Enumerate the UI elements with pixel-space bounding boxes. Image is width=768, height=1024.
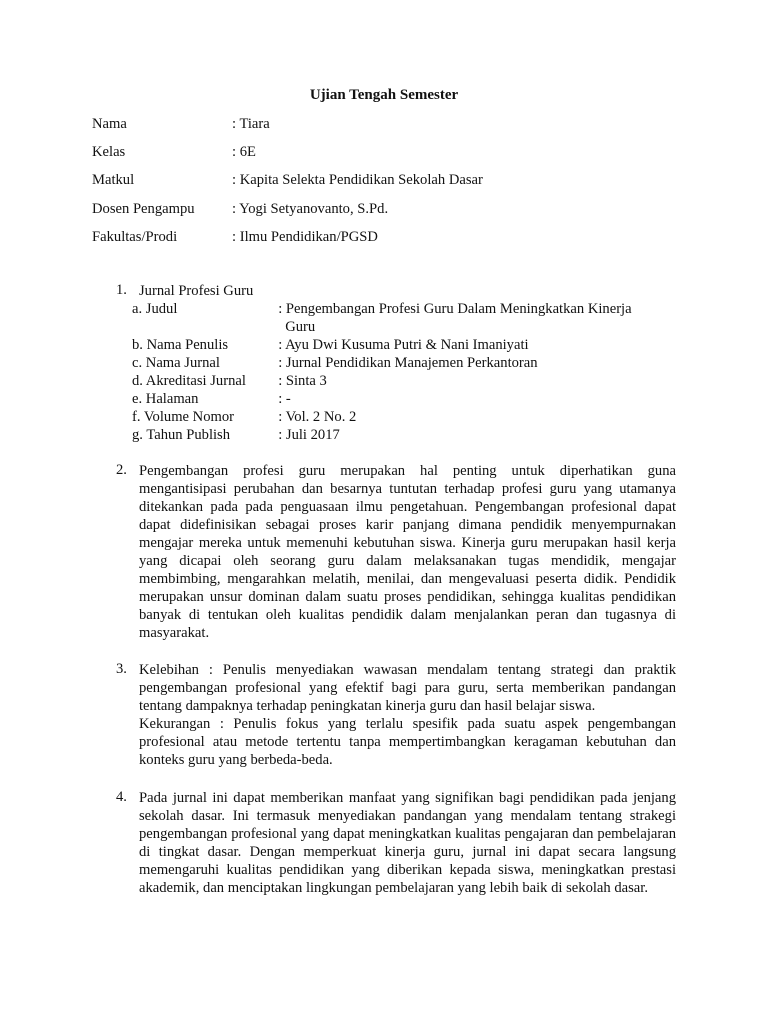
section-body: [132, 282, 676, 444]
journal-row-value: : Vol. 2 No. 2: [278, 409, 357, 425]
identity-value: : Yogi Setyanovanto, S.Pd.: [232, 200, 389, 217]
section-4: [116, 789, 676, 897]
journal-row-label: a. Judul: [132, 301, 178, 317]
section-body: [139, 789, 676, 897]
identity-block: [92, 115, 483, 256]
identity-row-dosen: [92, 200, 483, 228]
identity-row-kelas: [92, 143, 483, 171]
section-heading: Jurnal Profesi Guru: [139, 283, 254, 299]
journal-row-value: : -: [278, 391, 291, 407]
journal-row-label: f. Volume Nomor: [132, 409, 235, 425]
journal-row-judul: [132, 300, 676, 336]
journal-title-line2: Guru: [285, 319, 316, 335]
section-number: 2.: [116, 462, 127, 478]
identity-row-fakultas: [92, 228, 483, 256]
journal-details: [132, 300, 676, 444]
journal-row-label: g. Tahun Publish: [132, 427, 231, 443]
kelebihan-paragraph: Kelebihan : Penulis menyediakan wawasan mendalam tentang strategi dan praktik pengembangan profesional yang efektif bagi para guru, serta memberikan pandangan tentang dampaknya terhadap peningkatan kinerja guru dan hasil belajar siswa.: [139, 662, 676, 714]
identity-value: : Tiara: [232, 116, 270, 132]
journal-row-label: d. Akreditasi Jurnal: [132, 373, 246, 389]
kekurangan-paragraph: Kekurangan : Penulis fokus yang terlalu spesifik pada suatu aspek pengembangan profesional atau metode tertentu tanpa mempertimbangkan keragaman kebutuhan dan konteks guru yang berbeda-beda.: [139, 716, 676, 768]
journal-row-label: b. Nama Penulis: [132, 337, 229, 353]
journal-row-value: [278, 300, 676, 336]
section-body: [139, 462, 676, 642]
identity-label: Dosen Pengampu: [92, 200, 195, 217]
identity-row-matkul: [92, 171, 483, 199]
journal-row-nama-jurnal: [132, 354, 676, 372]
journal-row-akreditasi: [132, 372, 676, 390]
section-paragraph: Pengembangan profesi guru merupakan hal penting untuk diperhatikan guna mengantisipasi perubahan dan besarnya tuntutan terhadap profesi guru yang utamanya ditekankan pada pada penguasaan ilmu pengetahuan. Pengembangan profesional dapat dapat didefinisikan sebagai proses karir panjang dimana pendidik menyempurnakan mengajar mereka untuk memenuhi kebutuhan siswa. Kinerja guru merupakan hasil kerja yang dicapai oleh seorang guru dalam melaksanakan tugas mendidik, mengajar membimbing, mengarahkan melatih, menilai, dan mengevaluasi peserta didik. Pendidik merupakan unsur dominan dalam suatu proses pendidikan, sehingga kualitas pendidikan banyak di tentukan oleh kualitas pendidik dalam menjalankan peran dan tugasnya di masyarakat.: [139, 463, 676, 641]
journal-row-label: c. Nama Jurnal: [132, 355, 220, 371]
identity-label: Fakultas/Prodi: [92, 228, 178, 245]
identity-value: : 6E: [232, 144, 256, 161]
journal-row-label: e. Halaman: [132, 391, 199, 407]
journal-title-line1: : Pengembangan Profesi Guru Dalam Meningkatkan Kinerja: [278, 301, 632, 317]
document-title: Ujian Tengah Semester: [309, 87, 459, 103]
section-number: 4.: [116, 789, 127, 805]
journal-row-value: : Juli 2017: [278, 427, 340, 443]
journal-row-halaman: [132, 390, 676, 408]
journal-row-value: : Sinta 3: [278, 373, 327, 389]
identity-value: : Kapita Selekta Pendidikan Sekolah Dasar: [232, 172, 483, 189]
section-body: [139, 661, 676, 769]
section-2: [116, 462, 676, 642]
identity-label: Kelas: [92, 144, 126, 161]
identity-label: Matkul: [92, 172, 135, 189]
section-1: [116, 282, 676, 444]
section-3: [116, 661, 676, 769]
identity-row-nama: [92, 115, 483, 143]
journal-row-value: : Jurnal Pendidikan Manajemen Perkantoran: [278, 355, 538, 371]
section-number: 1.: [116, 282, 127, 298]
identity-label: Nama: [92, 116, 127, 132]
journal-row-volume: [132, 408, 676, 426]
journal-row-tahun: [132, 426, 676, 444]
section-number: 3.: [116, 661, 127, 677]
section-paragraph: Pada jurnal ini dapat memberikan manfaat yang signifikan bagi pendidikan pada jenjang sekolah dasar. Ini termasuk menyediakan pandangan yang mendalam tentang strakegi pengembangan profesional yang dapat meningkatkan kualitas pengajaran dan pembelajaran di tingkat dasar. Dengan memperkuat kinerja guru, jurnal ini dapat secara langsung memengaruhi kualitas pendidikan yang diberikan kepada siswa, meningkatkan prestasi akademik, dan menciptakan lingkungan pembelajaran yang lebih baik di sekolah dasar.: [139, 790, 676, 896]
journal-row-value: : Ayu Dwi Kusuma Putri & Nani Imaniyati: [278, 337, 529, 353]
journal-row-penulis: [132, 336, 676, 354]
identity-value: : Ilmu Pendidikan/PGSD: [232, 228, 378, 245]
